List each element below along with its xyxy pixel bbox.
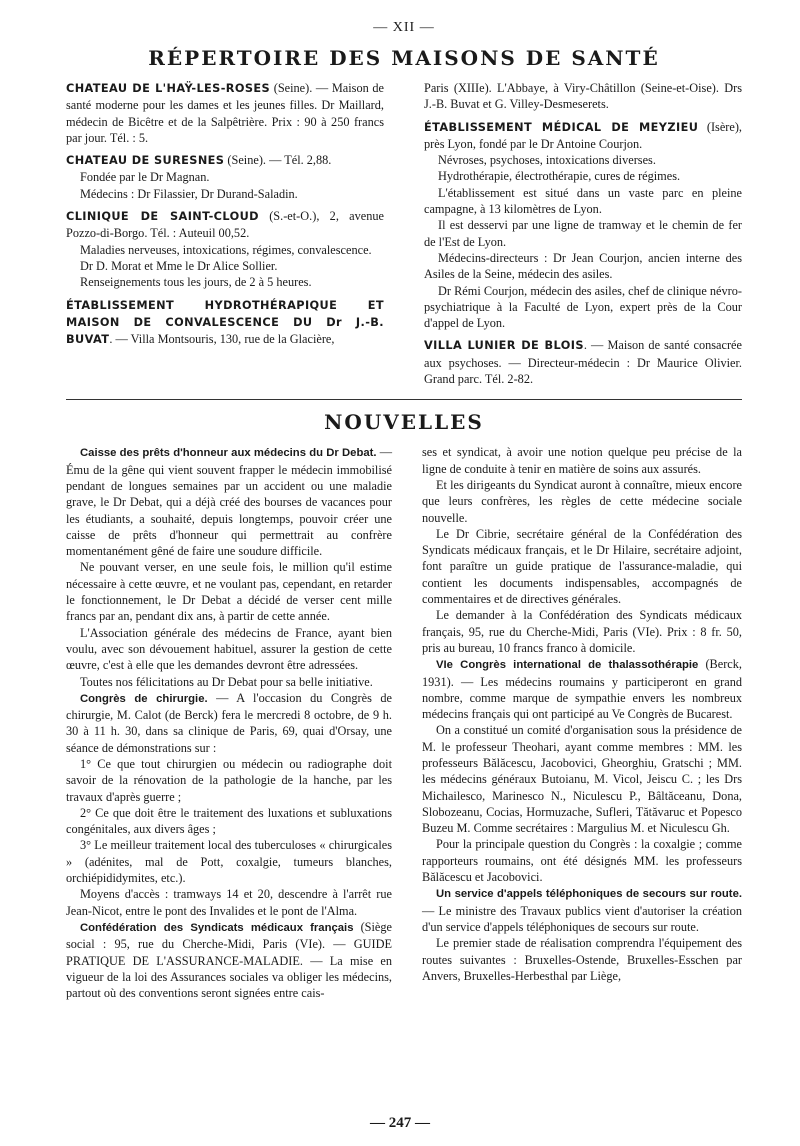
news-item: [422, 656, 742, 722]
news-text: Le demander à la Confédération des Syndicats médicaux français, 95, rue du Cherche-Midi, Paris (VIe). Prix : 8 fr. 50, pris au bureau, 10 francs franco à domicile.: [422, 608, 742, 655]
news-text: Moyens d'accès : tramways 14 et 20, descendre à l'arrêt rue Jean-Nicot, entre le pont des Invalides et le pont de l'Alma.: [66, 887, 392, 918]
repertoire-title: RÉPERTOIRE DES MAISONS DE SANTÉ: [148, 46, 660, 70]
entry-paragraph: Maladies nerveuses, intoxications, régimes, convalescence.: [80, 242, 372, 257]
nouvelles-title: NOUVELLES: [324, 410, 484, 435]
entry-text: . — Maison de santé consacrée aux psychoses. — Directeur-médecin : Dr Maurice Olivier. Grand parc. Tél. 2-82.: [424, 338, 742, 387]
entry-lead: [66, 297, 384, 349]
news-text: 2° Ce que doit être le traitement des luxations et subluxations congénitales, aux divers âges ;: [66, 805, 392, 837]
entry-text: . — Villa Montsouris, 130, rue de la Glacière,: [109, 332, 335, 347]
entry-name: CHATEAU DE SURESNES: [66, 154, 225, 168]
news-paragraph: [66, 886, 392, 919]
entry-name: VILLA LUNIER DE BLOIS: [424, 339, 584, 353]
entry-lead: [66, 152, 384, 169]
news-paragraph: [422, 526, 742, 607]
entry-paragraph: Névroses, psychoses, intoxications diverses.: [438, 153, 656, 168]
entry-paragraph: Médecins : Dr Filassier, Dr Durand-Saladin.: [80, 186, 298, 201]
news-text: (Siège social : 95, rue du Cherche-Midi, Paris (VIe). — GUIDE PRATIQUE DE L'ASSURANCE-MALADIE. — La mise en vigueur de la loi des Assurances sociales va obliger les médecins, partout où des conventions seront signées entre cais-: [66, 919, 392, 1001]
news-paragraph: [422, 722, 742, 836]
news-paragraph: [422, 935, 742, 984]
entry-text: (Seine). — Maison de santé moderne pour les dames et les jeunes filles. Dr Maillard, médecin de Bicêtre et de la Salpêtrière. Prix : 90 à 250 francs par jour. Tél. : 5.: [66, 81, 384, 145]
news-heading: Un service d'appels téléphoniques de secours sur route.: [436, 888, 742, 901]
news-paragraph: [66, 756, 392, 805]
directory-entry: [66, 297, 384, 349]
news-text: Le Dr Cibrie, secrétaire général de la Confédération des Syndicats médicaux français, et le Dr Hilaire, secrétaire adjoint, font paraître un guide pratique de l'assurance-maladie, qui contient les documents indispensables, accompagnés de commentaires et de directives générales.: [422, 526, 742, 607]
entry-name: CLINIQUE DE SAINT-CLOUD: [66, 210, 259, 224]
news-heading: VIe Congrès international de thalassothérapie: [436, 659, 699, 672]
entry-paragraph: Fondée par le Dr Magnan.: [80, 170, 210, 185]
news-text: (Berck, 1931). — Les médecins roumains y participeront en grand nombre, comme marque de sympathie envers les nombreux médecins français qui ont participé au Ve Congrès de Bucarest.: [422, 657, 742, 722]
news-text: Le premier stade de réalisation comprendra l'équipement des routes suivantes : Bruxelles-Ostende, Bruxelles-Esschen par Anvers, Bruxelles-Herbesthal par Liège,: [422, 936, 742, 983]
entry-text: Paris (XIIIe). L'Abbaye, à Viry-Châtillon (Seine-et-Oise). Drs J.-B. Buvat et G. Villey-Desmeserets.: [424, 81, 742, 112]
news-paragraph: [422, 477, 742, 526]
entry-text: (Isère), près Lyon, fondé par le Dr Antoine Courjon.: [424, 119, 743, 151]
news-paragraph: [66, 674, 392, 690]
nouvelles-right-column: [422, 444, 742, 1001]
entry-paragraph: Dr D. Morat et Mme le Dr Alice Sollier.: [80, 258, 278, 273]
entry-lead: [66, 80, 384, 146]
news-text: Ne pouvant verser, en une seule fois, le million qu'il estime nécessaire à cette œuvre, et ne voulant pas, cependant, en retarder le fonctionnement, le Dr Debat a décidé de verser cent mille francs par an, pendant dix ans, à partir de cette année.: [66, 560, 392, 624]
entry-text: (Seine). — Tél. 2,88.: [224, 153, 332, 168]
entry-lead: [424, 119, 742, 153]
news-heading: Caisse des prêts d'honneur aux médecins du Dr Debat.: [80, 447, 377, 460]
directory-entry: [424, 80, 742, 113]
entry-paragraph: Hydrothérapie, électrothérapie, cures de régimes.: [438, 169, 681, 184]
news-paragraph: [66, 559, 392, 624]
entry-paragraph: Renseignements tous les jours, de 2 à 5 heures.: [80, 275, 312, 290]
entry-paragraph: Il est desservi par une ligne de tramway et le chemin de fer de l'Est de Lyon.: [424, 218, 742, 249]
directory-entry: [66, 80, 384, 146]
entry-lead: [424, 337, 742, 387]
directory-entry: [424, 119, 742, 332]
repertoire-right-column: [424, 80, 742, 393]
news-text: L'Association générale des médecins de France, ayant bien voulu, avec son dévouement habituel, assurer la gestion de cette œuvre, c'est à elle que les demandes devront être adressées.: [66, 625, 392, 673]
news-text: Toutes nos félicitations au Dr Debat pour sa belle initiative.: [80, 674, 373, 689]
news-paragraph: [66, 625, 392, 674]
news-text: 3° Le meilleur traitement local des tuberculoses « chirurgicales » (adénites, mal de Pott, coxalgie, tumeurs blanches, orchiépididymites, etc.).: [66, 838, 392, 886]
directory-entry: [66, 152, 384, 202]
page-number: — 247 —: [370, 1115, 430, 1131]
entry-text: (S.-et-O.), 2, avenue Pozzo-di-Borgo. Tél. : Auteuil 00,52.: [66, 209, 384, 241]
news-text: — Le ministre des Travaux publics vient d'autoriser la création d'un service d'appels téléphoniques de secours sur route.: [422, 903, 742, 934]
news-item: [422, 885, 742, 935]
news-text: On a constitué un comité d'organisation sous la présidence de M. le professeur Theohari, ayant comme membres : MM. les professeurs Bălăcescu, Jacobovici, Gheorghiu, Gratschi ; MM. les médecins généraux Butoianu, M. Vicol, Jeiscu C. ; les Drs Michailesco, Marinesco N., Niculescu P., Bâltăceanu, Dona, Slobozeanu, Cocias, Hormuzache, Sufleri, Tătăvaruc et Popesco Buzeu M. Comme secrétaires : Margulius M. et Niculescu Gh.: [422, 723, 742, 836]
nouvelles-left-column: [66, 444, 392, 1001]
news-paragraph: [66, 837, 392, 886]
news-text: ses et syndicat, à avoir une notion quelque peu précise de la ligne de conduite à tenir en matière de soins aux assurés.: [422, 445, 742, 476]
news-heading: Confédération des Syndicats médicaux français: [80, 921, 354, 934]
entry-name: CHATEAU DE L'HAŸ-LES-ROSES: [66, 82, 271, 95]
entry-paragraph: Médecins-directeurs : Dr Jean Courjon, ancien interne des Asiles de la Seine, médecin des asiles.: [424, 250, 742, 282]
roman-page-number: — XII —: [373, 20, 435, 35]
news-heading: Congrès de chirurgie.: [80, 692, 208, 705]
news-item: [66, 690, 392, 756]
entry-paragraph: Dr Rémi Courjon, médecin des asiles, chef de clinique névro-psychiatrique à la Faculté de Lyon, expert près de la Cour d'appel de Lyon.: [424, 283, 742, 331]
entry-lead: [66, 208, 384, 242]
entry-lead: [424, 80, 742, 113]
entry-name: ÉTABLISSEMENT HYDROTHÉRAPIQUE ET MAISON DE CONVALESCENCE DU Dr J.-B. BUVAT: [66, 298, 384, 347]
news-text: Et les dirigeants du Syndicat auront à connaître, mieux encore que leurs confrères, les règles de cette médecine sociale nouvelle.: [422, 477, 742, 525]
news-text: — A l'occasion du Congrès de chirurgie, M. Calot (de Berck) fera le mercredi 8 octobre, de 9 h. 30 à 11 h. 30, dans sa clinique de Paris, 69, quai d'Orsay, une séance de démonstrations sur :: [66, 690, 392, 755]
repertoire-left-column: [66, 80, 384, 393]
entry-paragraph: L'établissement est situé dans un vaste parc en pleine campagne, à 13 kilomètres de Lyon.: [424, 185, 742, 217]
news-text: — Ému de la gêne qui vient souvent frapper le médecin immobilisé pendant de longues semaines par un accident ou une maladie grave, le Dr Debat, qui a déjà créé des bourses de vacances pour les étudiants, a souhaité, depuis longtemps, pouvoir créer une caisse de prêts d'honneur qui permettrait au confrère momentanément gêné de faire une soudure difficile.: [66, 445, 393, 559]
directory-entry: [424, 337, 742, 387]
news-paragraph: [422, 836, 742, 885]
directory-entry: [66, 208, 384, 290]
news-paragraph: [66, 805, 392, 838]
entry-name: ÉTABLISSEMENT MÉDICAL DE MEYZIEU: [424, 120, 699, 134]
section-divider: [66, 399, 742, 400]
news-paragraph: [422, 444, 742, 477]
news-item: [66, 444, 392, 559]
news-text: Pour la principale question du Congrès : la coxalgie ; comme rapporteurs roumains, ont été désignés MM. les professeurs Bălăcescu et Jacobovici.: [422, 837, 742, 885]
news-paragraph: [422, 607, 742, 656]
news-text: 1° Ce que tout chirurgien ou médecin ou radiographe doit savoir de la rénovation de la pathologie de la hanche, par les travaux d'après guerre ;: [66, 756, 392, 804]
nouvelles-columns: [66, 444, 742, 1001]
news-item: [66, 919, 392, 1001]
repertoire-columns: [66, 80, 742, 393]
